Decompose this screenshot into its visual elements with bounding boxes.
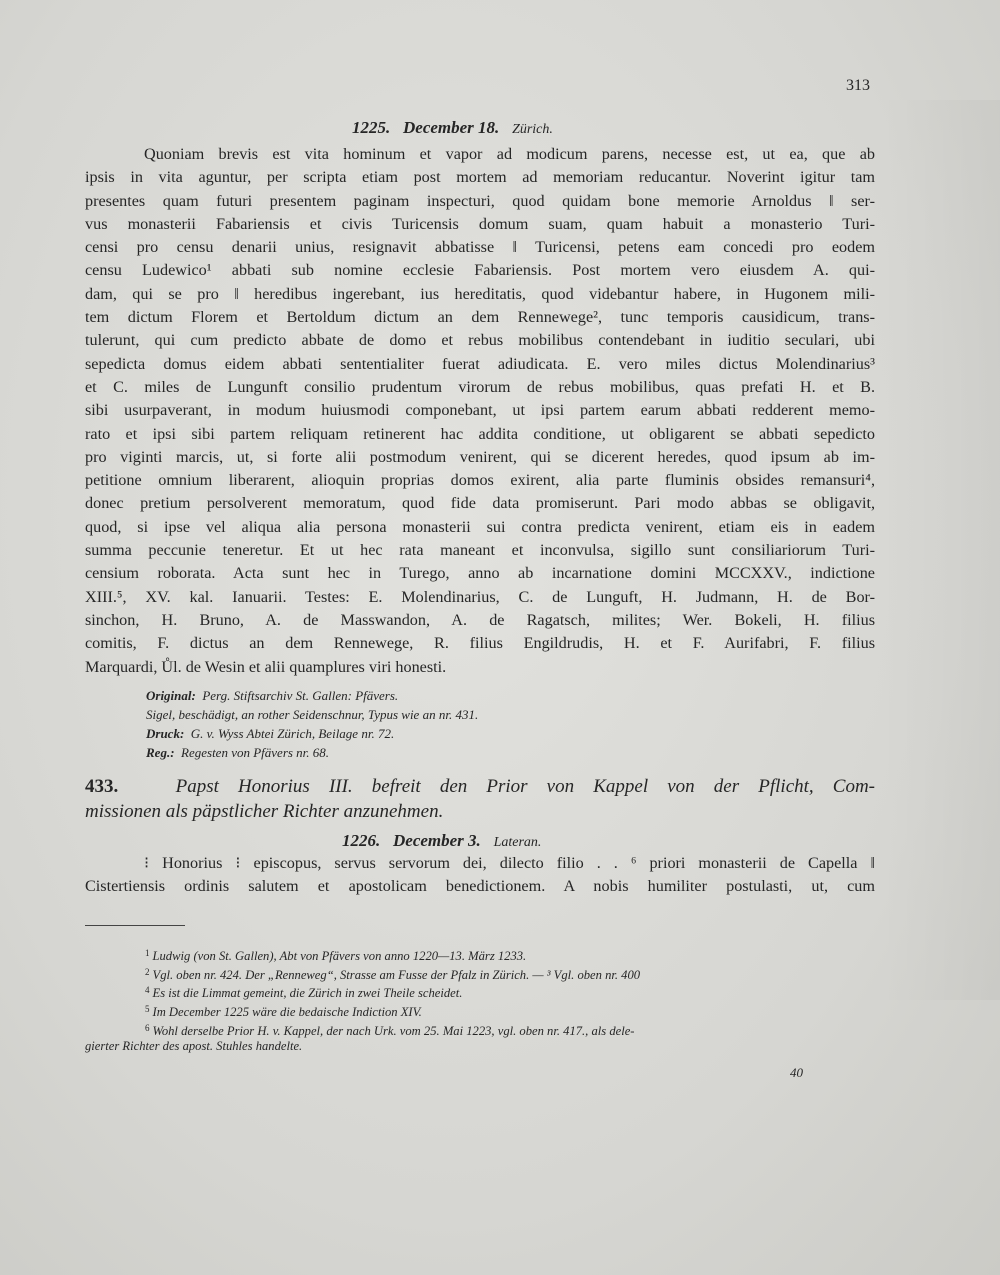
date-year: 1226.	[342, 831, 381, 850]
text-line: censi pro censu denarii unius, resignavit abbatisse ‖ Turicensi, petens eam concedi pro eodem	[85, 238, 875, 257]
footnote	[85, 1019, 875, 1038]
text-line: censu Ludewico¹ abbati sub nomine ecclesie Fabariensis. Post mortem vero eiusdem A. qui-	[85, 261, 875, 280]
text-line: ⁝ Honorius ⁝ episcopus, servus servorum dei, dilecto filio . . ⁶ priori monasterii de Capella ‖	[144, 854, 875, 872]
text-line: et C. miles de Lungunft consilio prudentum virorum de rebus mobilibus, quas prefati H. et B.	[85, 377, 875, 396]
footnote-text: Vgl. oben nr. 424. Der „Renneweg“, Strasse am Fusse der Pfalz in Zürich. — ³ Vgl. oben nr. 400	[152, 967, 641, 982]
footnote-number: 1	[145, 948, 150, 958]
source-notes	[146, 686, 478, 762]
text-line: summa peccunie teneretur. Et ut hec rata maneant et inconvulsa, sigillo sunt consiliariorum Turi-	[85, 541, 875, 560]
charter-text	[85, 852, 875, 899]
charter-text	[85, 143, 875, 679]
heading-line: missionen als päpstlicher Richter anzunehmen.	[85, 801, 444, 822]
footnote-text: Wohl derselbe Prior H. v. Kappel, der nach Urk. vom 25. Mai 1223, vgl. oben nr. 417., als dele-	[152, 1023, 635, 1038]
text-line: Marquardi, Ůl. de Wesin et alii quamplures viri honesti.	[85, 657, 447, 676]
date-year: 1225.	[352, 118, 391, 137]
footnote-number: 2	[145, 966, 150, 977]
page-number: 313	[846, 77, 870, 94]
source-text: Sigel, beschädigt, an rother Seidenschnur, Typus wie an nr. 431.	[146, 707, 479, 722]
footnote	[85, 1000, 875, 1019]
heading-line	[85, 774, 875, 799]
text-line: presentes quam futuri presentem paginam inspecturi, quod quidam bone memorie Arnoldus ‖ ser-	[85, 191, 875, 210]
source-original	[146, 686, 478, 705]
document-date	[342, 831, 541, 851]
source-text: Perg. Stiftsarchiv St. Gallen: Pfävers.	[202, 688, 399, 703]
date-day: December 18.	[403, 118, 500, 137]
document-date	[352, 118, 553, 138]
heading-text: Papst Honorius III. befreit den Prior von Kappel von der Pflicht, Com-	[175, 776, 875, 797]
text-line: Quoniam brevis est vita hominum et vapor ad modicum parens, necesse est, ut ea, que ab	[144, 145, 875, 163]
document-number: 433.	[85, 776, 119, 797]
source-label: Reg.:	[146, 745, 175, 760]
text-line: petitione omnium liberarent, alioquin proprias domos exirent, alia parte fluminis obsides remansuri⁴,	[85, 471, 875, 490]
text-line: comitis, F. dictus an dem Rennewege, R. filius Engildrudis, H. et F. Aurifabri, F. filius	[85, 634, 875, 653]
text-line: tem dictum Florem et Bertoldum dictum an dem Rennewege², tunc temporis causidicum, trans-	[85, 308, 875, 327]
date-day: December 3.	[393, 831, 481, 850]
page-shading	[880, 100, 1000, 1000]
document-heading	[85, 774, 875, 824]
source-text: Regesten von Pfävers nr. 68.	[181, 745, 330, 760]
text-line: sibi usurpaverant, in modum huiusmodi componebant, ut ipsi partem earum abbati redderent memo-	[85, 401, 875, 420]
footnote-number: 6	[145, 1022, 150, 1033]
text-line: tulerunt, qui cum predicto abbate de domo et rebus mobilibus contendebant in iuditio seculari, ubi	[85, 331, 875, 350]
footnote-number: 4	[145, 985, 150, 996]
date-place: Zürich.	[512, 122, 553, 137]
footnote	[85, 963, 875, 982]
source-label: Original:	[146, 688, 196, 703]
footnote-number: 5	[145, 1004, 150, 1015]
text-line: quod, si ipse vel aliqua alia persona monasterii sui contra predicta venirent, etiam eis in eadem	[85, 517, 875, 536]
text-line: donec pretium persolverent memoratum, quod fide data promiserunt. Pari modo abbas se obligavit,	[85, 494, 875, 513]
sheet-signature: 40	[790, 1065, 803, 1080]
source-text: G. v. Wyss Abtei Zürich, Beilage nr. 72.	[190, 726, 395, 741]
footnote	[85, 981, 875, 1000]
footnote-text: Ludwig (von St. Gallen), Abt von Pfävers von anno 1220—13. März 1233.	[152, 949, 527, 963]
text-line: ipsis in vita aguntur, per scripta etiam post mortem ad memoriam reducantur. Noverint igitur tam	[85, 168, 875, 187]
date-place: Lateran.	[493, 835, 542, 850]
text-line: dam, qui se pro ‖ heredibus ingerebant, ius hereditatis, quod videbantur habere, in Hugonem mili-	[85, 284, 875, 303]
source-seal	[146, 705, 478, 724]
text-line: censium roborata. Acta sunt hec in Turego, anno ab incarnatione domini MCCXXV., indictione	[85, 564, 875, 583]
footnotes	[85, 944, 875, 1056]
text-line: Cistertiensis ordinis salutem et apostolicam benedictionem. A nobis humiliter postulasti, ut, cum	[85, 877, 875, 896]
footnote-text: Es ist die Limmat gemeint, die Zürich in zwei Theile scheidet.	[152, 986, 463, 1001]
source-print	[146, 724, 478, 743]
text-line: rato et ipsi sibi partem reliquam retinerent hac addita conditione, ut obligarent se abbati sepedicto	[85, 424, 875, 443]
footnote-continuation: gierter Richter des apost. Stuhles handelte.	[85, 1039, 303, 1054]
footnote	[85, 944, 875, 963]
text-line: pro viginti marcis, ut, si forte alii postmodum venirent, qui se dicerent heredes, quod ipsum ab im-	[85, 447, 875, 466]
text-line: XIII.⁵, XV. kal. Ianuarii. Testes: E. Molendinarius, C. de Lunguft, H. Judmann, H. de Bor-	[85, 587, 875, 606]
footnote-divider	[85, 925, 185, 926]
text-line: sepedicta domus eidem abbati sententialiter fuerat adiudicata. E. vero miles dictus Molendinarius³	[85, 354, 875, 373]
source-label: Druck:	[146, 726, 185, 741]
source-regest	[146, 743, 478, 762]
text-line: vus monasterii Fabariensis et civis Turicensis domum suam, quam habuit a monasterio Turi-	[85, 214, 875, 233]
footnote-text: Im December 1225 wäre die bedaische Indiction XIV.	[152, 1005, 422, 1020]
text-line: sinchon, H. Bruno, A. de Masswandon, A. de Ragatsch, milites; Wer. Bokeli, H. filius	[85, 610, 875, 629]
